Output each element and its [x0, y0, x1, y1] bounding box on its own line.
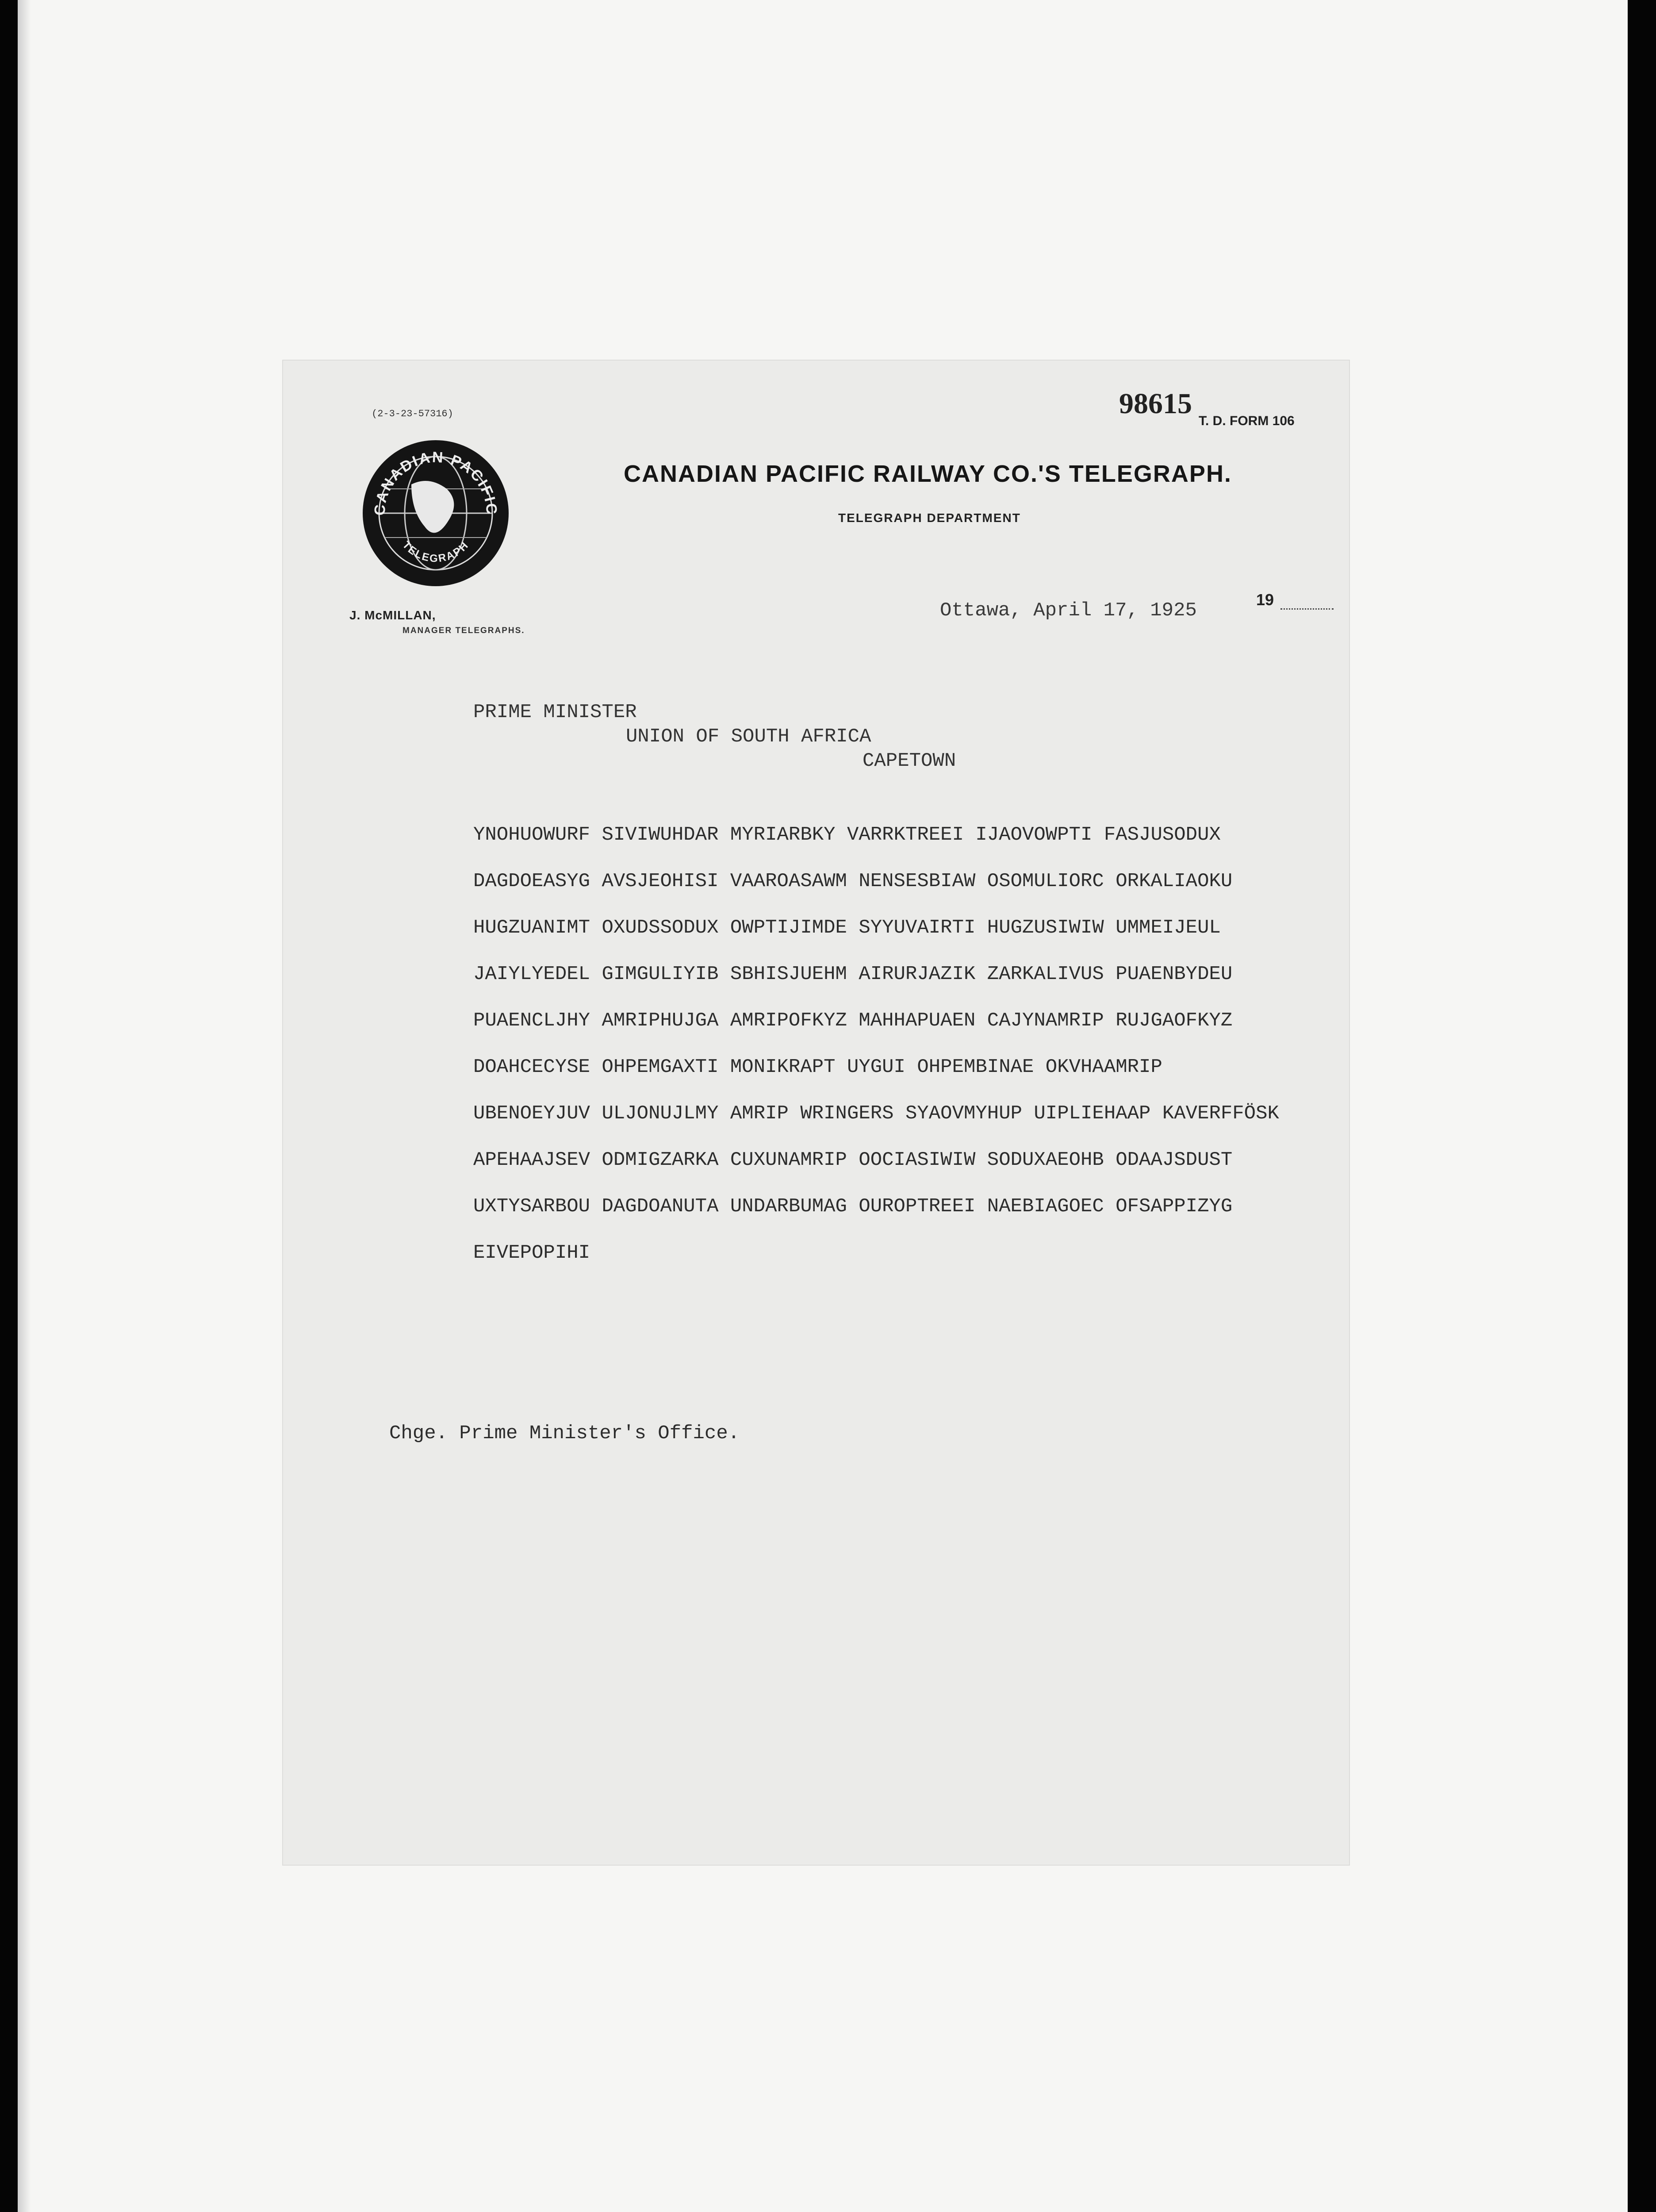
company-title: CANADIAN PACIFIC RAILWAY CO.'S TELEGRAPH.: [624, 461, 1232, 487]
cipher-line: APEHAAJSEV ODMIGZARKA CUXUNAMRIP OOCIASIWIW SODUXAEOHB ODAAJSDUST: [473, 1149, 1233, 1171]
form-print-code: (2-3-23-57316): [372, 408, 453, 419]
cipher-line: HUGZUANIMT OXUDSSODUX OWPTIJIMDE SYYUVAIRTI HUGZUSIWIW UMMEIJEUL: [473, 917, 1221, 939]
emblem-text-bottom: TELEGRAPH: [400, 539, 472, 565]
cipher-line: DOAHCECYSE OHPEMGAXTI MONIKRAPT UYGUI OHPEMBINAE OKVHAAMRIP: [473, 1056, 1162, 1078]
cipher-message: [473, 812, 1314, 1276]
telegram-form: [283, 361, 1349, 1865]
telegram-number: 98615: [1119, 388, 1192, 420]
addressee-line-3: CAPETOWN: [862, 750, 956, 772]
charge-note: Chge. Prime Minister's Office.: [389, 1422, 740, 1444]
globe-emblem-icon: [358, 436, 513, 591]
mount-edge-shadow: [18, 0, 31, 2212]
addressee-line-1: PRIME MINISTER: [473, 701, 637, 723]
cipher-line: UXTYSARBOU DAGDOANUTA UNDARBUMAG OUROPTREEI NAEBIAGOEC OFSAPPIZYG: [473, 1195, 1233, 1217]
cipher-line: UBENOEYJUV ULJONUJLMY AMRIP WRINGERS SYAOVMYHUP UIPLIEHAAP KAVERFFÖSK: [473, 1102, 1279, 1125]
year-fill-line: [1280, 608, 1334, 610]
form-id: T. D. FORM 106: [1199, 414, 1295, 428]
cipher-line: EIVEPOPIHI: [473, 1242, 590, 1264]
emblem-text-top: CANADIAN PACIFIC: [371, 449, 500, 516]
cipher-line: YNOHUOWURF SIVIWUHDAR MYRIARBKY VARRKTREEI IJAOVOWPTI FASJUSODUX: [473, 824, 1221, 846]
cipher-line: JAIYLYEDEL GIMGULIYIB SBHISJUEHM AIRURJAZIK ZARKALIVUS PUAENBYDEU: [473, 963, 1233, 985]
year-prefix: 19: [1256, 591, 1274, 609]
addressee-line-2: UNION OF SOUTH AFRICA: [626, 726, 871, 748]
cipher-line: PUAENCLJHY AMRIPHUJGA AMRIPOFKYZ MAHHAPUAEN CAJYNAMRIP RUJGAOFKYZ: [473, 1010, 1233, 1032]
department-name: TELEGRAPH DEPARTMENT: [838, 511, 1021, 525]
manager-role: MANAGER TELEGRAPHS.: [402, 626, 525, 635]
telegram-date: Ottawa, April 17, 1925: [940, 599, 1197, 622]
manager-name: J. McMILLAN,: [349, 608, 436, 622]
cipher-line: DAGDOEASYG AVSJEOHISI VAAROASAWM NENSESBIAW OSOMULIORC ORKALIAOKU: [473, 870, 1233, 892]
